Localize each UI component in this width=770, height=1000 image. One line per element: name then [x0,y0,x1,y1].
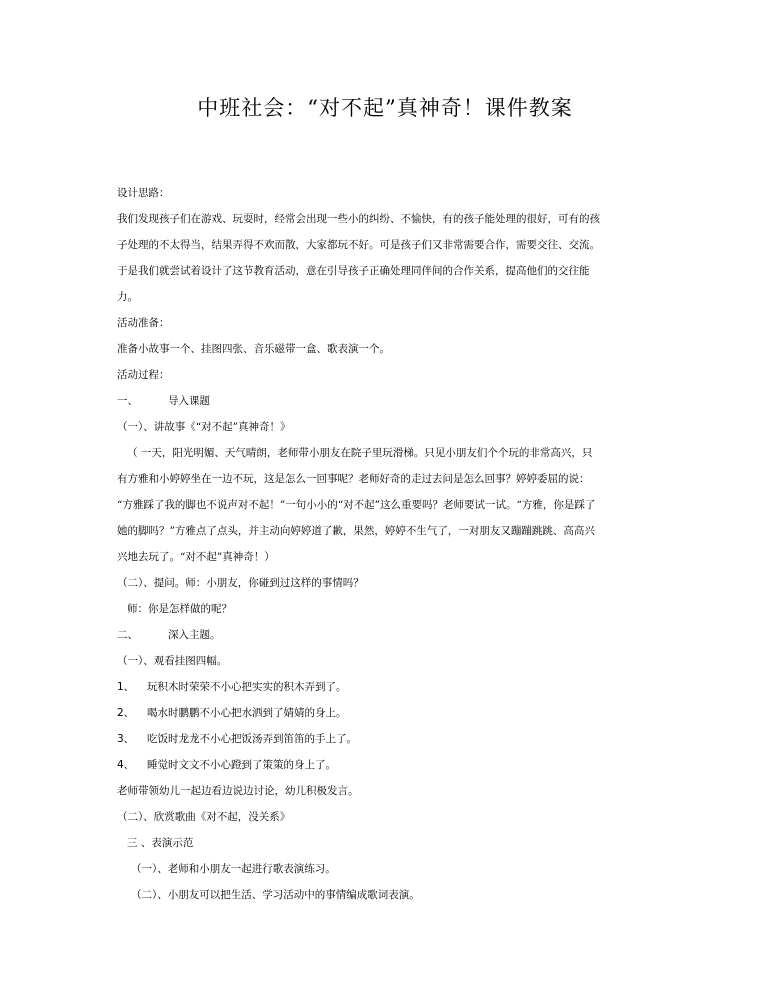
step2-sub1: （一）、观看挂图四幅。 [117,655,228,667]
picture-item-number: 4、 [117,759,135,771]
step1-sub2: （二）、提问。师：小朋友，你碰到过这样的事情吗？ [117,577,364,589]
step1-label: 导入课题 [168,395,210,407]
step2-label: 深入主题。 [168,629,221,641]
design-heading: 设计思路： [117,187,170,199]
step1-number: 一、 [117,395,138,407]
step2-heading [117,622,662,648]
process-heading: 活动过程： [117,369,170,381]
story-line-2: 有方雅和小婷婷坐在一边不玩，这是怎么一回事呢？老师好奇的走过去问是怎么回事？婷婷委屈的说： [117,473,590,485]
picture-item-text: 睡觉时文文不小心蹬到了策策的身上了。 [147,759,336,771]
picture-item-text: 玩积木时荣荣不小心把实实的积木弄到了。 [147,681,347,693]
step3-sub2: （二）、小朋友可以把生活、学习活动中的事情编成歌词表演。 [131,889,420,901]
step2-sub2: （二）、欣赏歌曲《对不起，没关系》 [117,811,291,823]
step1-sub2b: 师：你是怎样做的呢？ [127,603,232,615]
story-line-4: 她的脚吗？”方雅点了点头，并主动向婷婷道了歉，果然，婷婷不生气了，一对朋友又蹦蹦跳跳、高高兴 [117,525,595,537]
picture-item-number: 1、 [117,681,135,693]
design-line-4: 力。 [117,291,138,303]
picture-item-4 [117,752,662,778]
picture-item-2 [117,700,662,726]
step2-number: 二、 [117,629,138,641]
step3-sub1: （一）、老师和小朋友一起进行歌表演练习。 [131,863,336,875]
design-line-2: 子处理的不太得当，结果弄得不欢而散，大家都玩不好。可是孩子们又非常需要合作，需要交往、交流。 [117,239,600,251]
step3-heading: 三 、表演示范 [127,837,194,849]
design-line-1: 我们发现孩子们在游戏、玩耍时，经常会出现一些小的纠纷、不愉快，有的孩子能处理的很好，可有的孩 [117,213,600,225]
picture-item-text: 吃饭时龙龙不小心把饭汤弄到笛笛的手上了。 [147,733,357,745]
step1-sub1: （一）、讲故事《“对不起”真神奇！》 [117,421,291,433]
story-line-1: （ 一天，阳光明媚、天气晴朗，老师带小朋友在院子里玩滑梯。只见小朋友们个个玩的非常高兴，只 [127,447,593,459]
picture-item-text: 喝水时鹏鹏不小心把水洒到了婧婧的身上。 [147,707,347,719]
picture-item-number: 2、 [117,707,135,719]
discussion-text: 老师带领幼儿一起边看边说边讨论，幼儿积极发言。 [117,785,359,797]
story-line-5: 兴地去玩了。“对不起”真神奇！） [117,551,275,563]
document-body [117,180,662,908]
document-title: 中班社会：“对不起”真神奇！课件教案 [197,96,573,120]
step1-heading [117,388,662,414]
picture-item-1 [117,674,662,700]
story-line-3: “方雅踩了我的脚也不说声对不起！”一句小小的“对不起”这么重要吗？老师要试一试。“方雅，你是踩了 [117,499,596,511]
picture-item-number: 3、 [117,733,135,745]
design-line-3: 于是我们就尝试着设计了这节教育活动，意在引导孩子正确处理同伴间的合作关系，提高他们的交往能 [117,265,590,277]
prep-heading: 活动准备： [117,317,170,329]
picture-item-3 [117,726,662,752]
prep-text: 准备小故事一个、挂图四张、音乐磁带一盒、歌表演一个。 [117,343,390,355]
